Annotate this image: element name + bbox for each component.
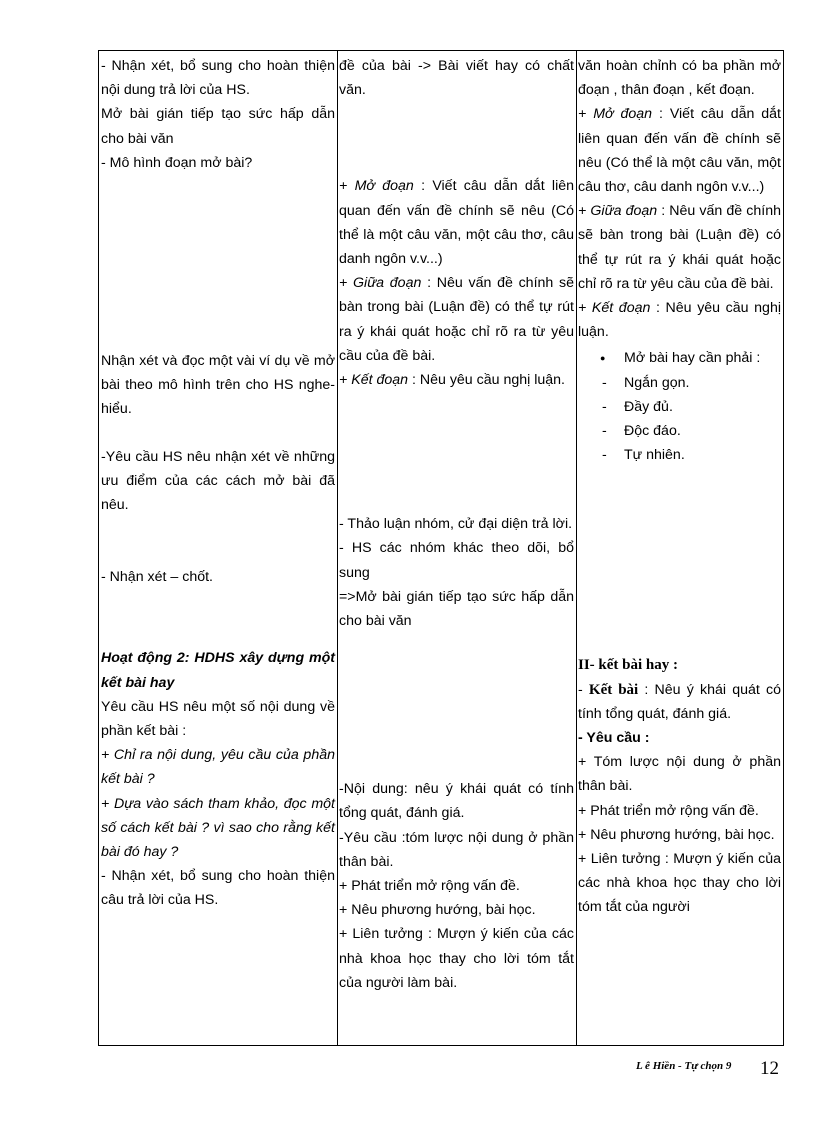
cell-text: - HS các nhóm khác theo dõi, bổ sung [339, 540, 574, 581]
cell-text: + Dựa vào sách tham khảo, đọc một số cách kết bài ? vì sao cho rằng kết bài đó hay ? [101, 795, 335, 861]
term-text: : Viết câu dẫn dắt liên quan đến vấn đề chính sẽ nêu (Có thể là một câu văn, một câu thơ, câu danh ngôn v.v...) [578, 106, 781, 196]
cell-text [339, 174, 574, 271]
term-text: : Nêu vấn đề chính sẽ bàn trong bài (Luận đề) có thể tự rút ra ý khái quát hoặc chỉ rõ ra từ yêu cầu của đề bài. [339, 275, 574, 364]
cell-text: - Nhận xét, bổ sung cho hoàn thiện câu trả lời của HS. [101, 868, 335, 909]
teacher-activity-column [99, 51, 337, 1045]
cell-text: - Kết bài : Nêu ý khái quát có tính tổng quát, đánh giá. [578, 681, 781, 722]
cell-text: -Yêu cầu HS nêu nhận xét về những ưu điểm của các cách mở bài đã nêu. [101, 448, 335, 514]
list-item: ● Mở bài hay cần phải : [598, 346, 781, 370]
section-heading: II- kết bài hay : [578, 657, 679, 674]
term-ket-doan: + Kết đoạn [578, 300, 651, 317]
cell-text: - Thảo luận nhóm, cử đại diện trả lời. [339, 516, 573, 533]
content-column [576, 51, 783, 1045]
footer-author: L ê Hiền - Tự chọn 9 [636, 1060, 732, 1072]
term-mo-doan: + Mở đoạn [578, 106, 653, 123]
term-text: : Nêu vấn đề chính sẽ bàn trong bài (Luận đề) có thể tự rút ra ý khái quát hoặc chỉ rõ ra từ yêu cầu của đề bài. [578, 203, 781, 292]
page-footer [636, 1054, 786, 1084]
cell-text: + Tóm lược nội dung ở phần thân bài. [578, 754, 781, 795]
cell-text [578, 102, 781, 199]
student-activity-column [337, 51, 576, 1045]
cell-text: đề của bài -> Bài viết hay có chất văn. [339, 58, 574, 99]
cell-text: + Nêu phương hướng, bài học. [578, 826, 775, 843]
cell-text: - Yêu cầu : [578, 730, 650, 747]
cell-text [339, 368, 574, 392]
cell-text [339, 271, 574, 368]
cell-text: - Nhận xét, bổ sung cho hoàn thiện nội dung trả lời của HS. [101, 58, 335, 99]
term-ket-bai: Kết bài [588, 681, 639, 698]
cell-text [578, 296, 781, 344]
cell-text: Nhận xét và đọc một vài ví dụ về mở bài theo mô hình trên cho HS nghe-hiểu. [101, 353, 335, 418]
cell-text: =>Mở bài gián tiếp tạo sức hấp dẫn cho bài văn [339, 588, 574, 630]
term-text: : Nêu yêu cầu nghị luận. [578, 300, 781, 341]
cell-text: Mở bài gián tiếp tạo sức hấp dẫn cho bài văn [101, 106, 335, 147]
term-text: : Nêu ý khái quát có tính tổng quát, đánh giá. [578, 681, 781, 722]
cell-text: - Mô hình đoạn mở bài? [101, 154, 253, 171]
cell-text: Yêu cầu HS nêu một số nội dung về phần kết bài : [101, 698, 335, 740]
term-text: : Nêu yêu cầu nghị luận. [408, 372, 565, 389]
cell-text: + Chỉ ra nội dung, yêu cầu của phần kết bài ? [101, 747, 335, 788]
list-item: - Ngắn gọn. [598, 371, 781, 395]
list-item: - Độc đáo. [598, 419, 781, 443]
page-number: 12 [760, 1058, 779, 1079]
term-mo-doan: + Mở đoạn [339, 178, 414, 195]
list-item: - Đầy đủ. [598, 395, 781, 419]
section-heading: Hoạt động 2: HDHS xây dựng một kết bài hay [101, 650, 335, 691]
cell-text: + Liên tưởng : Mượn ý kiến của các nhà khoa học thay cho lời tóm tắt của người làm bài. [339, 926, 574, 991]
cell-text: + Nêu phương hướng, bài học. [339, 902, 536, 919]
cell-text: + Phát triển mở rộng vấn đề. [578, 802, 759, 819]
cell-text: -Yêu cầu :tóm lược nội dung ở phần thân bài. [339, 829, 574, 870]
term-giua-doan: + Giữa đoạn [339, 275, 422, 292]
cell-text: -Nội dung: nêu ý khái quát có tính tổng quát, đánh giá. [339, 781, 574, 822]
cell-text: + Phát triển mở rộng vấn đề. [339, 878, 520, 895]
cell-text: + Liên tưởng : Mượn ý kiến của các nhà khoa học thay cho lời tóm tắt của người [578, 851, 781, 916]
cell-text: - Nhận xét – chốt. [101, 569, 213, 586]
list-item: - Tự nhiên. [598, 443, 781, 467]
term-text: : Viết câu dẫn dắt liên quan đến vấn đề chính sẽ nêu (Có thể là một câu văn, một câu thơ, câu danh ngôn v.v...) [339, 178, 574, 268]
term-giua-doan: + Giữa đoạn [578, 203, 658, 220]
cell-text: văn hoàn chỉnh có ba phần mở đoạn , thân đoạn , kết đoạn. [578, 58, 781, 99]
cell-text [578, 199, 781, 296]
term-ket-doan: + Kết đoạn [339, 372, 409, 389]
lesson-table [98, 50, 784, 1046]
requirements-list [578, 346, 781, 467]
